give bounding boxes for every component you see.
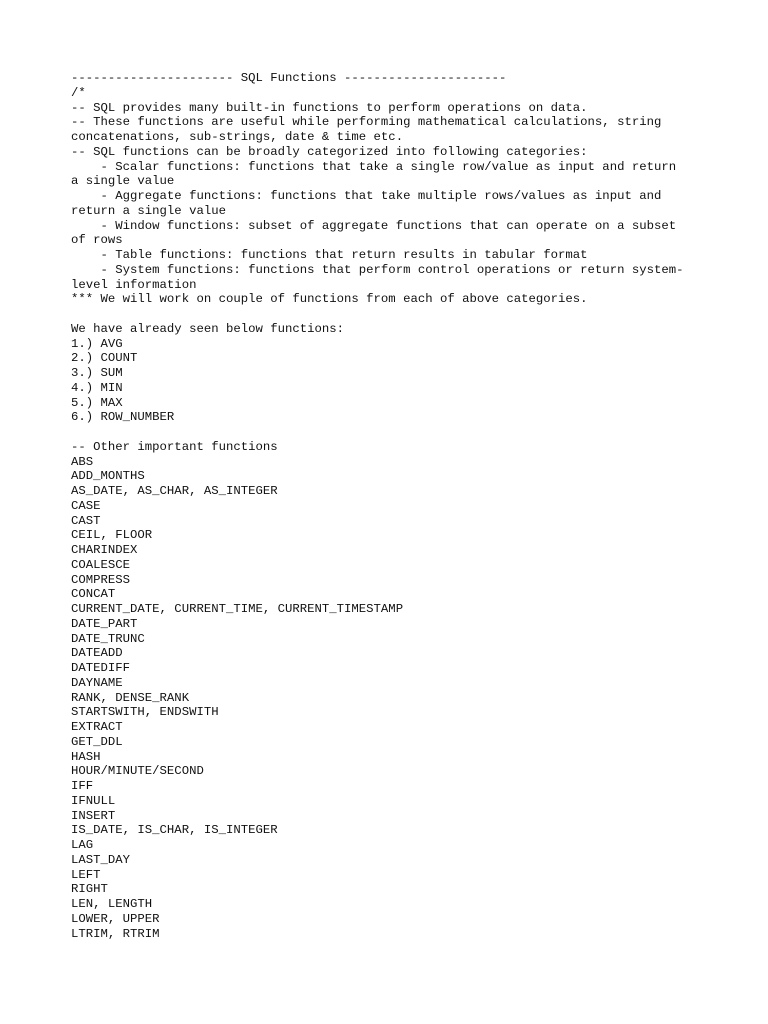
text-line: HOUR/MINUTE/SECOND xyxy=(71,764,204,779)
text-line: ADD_MONTHS xyxy=(71,469,145,484)
text-line: GET_DDL xyxy=(71,734,123,749)
text-line: - Table functions: functions that return results in tabular format xyxy=(71,248,588,262)
text-line: We have already seen below functions: xyxy=(71,321,345,336)
text-line: RANK, DENSE_RANK xyxy=(71,690,190,705)
text-line xyxy=(71,425,699,440)
text-line: 3.) SUM xyxy=(71,366,123,380)
sql-functions-text xyxy=(71,71,699,941)
text-line: CASE xyxy=(71,498,101,513)
text-line: -- SQL functions can be broadly categorized into following categories: xyxy=(71,144,588,159)
text-line: LAST_DAY xyxy=(71,852,131,867)
text-line: of rows xyxy=(71,233,123,248)
text-line: IFF xyxy=(71,779,94,793)
text-line: 4.) MIN xyxy=(71,380,123,395)
text-line: 6.) ROW_NUMBER xyxy=(71,410,175,425)
text-line: a single value xyxy=(71,174,175,189)
text-line xyxy=(71,307,699,322)
text-line: INSERT xyxy=(71,808,116,823)
text-line: - Aggregate functions: functions that take multiple rows/values as input and xyxy=(71,189,662,203)
text-line: -- SQL provides many built-in functions to perform operations on data. xyxy=(71,100,588,115)
text-line: IFNULL xyxy=(71,793,116,808)
text-line: - Scalar functions: functions that take a single row/value as input and return xyxy=(71,159,677,174)
text-line: DATE_TRUNC xyxy=(71,631,145,646)
text-line: 2.) COUNT xyxy=(71,351,138,366)
text-line: COMPRESS xyxy=(71,572,131,587)
text-line: *** We will work on couple of functions from each of above categories. xyxy=(71,292,588,307)
text-line: LOWER, UPPER xyxy=(71,911,160,926)
text-line: -- Other important functions xyxy=(71,439,278,454)
text-line: ---------------------- SQL Functions ---------------------- xyxy=(71,71,507,85)
text-line: RIGHT xyxy=(71,882,108,897)
text-line: CAST xyxy=(71,513,101,528)
text-line: CHARINDEX xyxy=(71,543,138,557)
text-line: COALESCE xyxy=(71,557,131,572)
text-line: DATEDIFF xyxy=(71,661,131,675)
text-line: CONCAT xyxy=(71,587,116,602)
text-line: 5.) MAX xyxy=(71,395,123,410)
text-line: ABS xyxy=(71,454,94,469)
text-line: AS_DATE, AS_CHAR, AS_INTEGER xyxy=(71,484,278,498)
text-line: concatenations, sub-strings, date & time etc. xyxy=(71,130,404,144)
text-line: STARTSWITH, ENDSWITH xyxy=(71,705,219,720)
text-line: /* xyxy=(71,85,86,100)
text-line: -- These functions are useful while performing mathematical calculations, string xyxy=(71,115,662,130)
text-line: DATEADD xyxy=(71,646,123,661)
text-line: 1.) AVG xyxy=(71,336,123,351)
text-line: return a single value xyxy=(71,203,226,218)
text-line: LEN, LENGTH xyxy=(71,897,153,911)
text-line: - System functions: functions that perform control operations or return system- xyxy=(71,262,684,277)
text-line: LAG xyxy=(71,838,94,852)
text-line: LEFT xyxy=(71,867,101,882)
text-line: CEIL, FLOOR xyxy=(71,528,153,543)
text-line: EXTRACT xyxy=(71,720,123,734)
text-line: level information xyxy=(71,277,197,292)
text-line: IS_DATE, IS_CHAR, IS_INTEGER xyxy=(71,823,278,838)
text-line: CURRENT_DATE, CURRENT_TIME, CURRENT_TIMESTAMP xyxy=(71,602,404,616)
text-line: DAYNAME xyxy=(71,675,123,690)
text-line: LTRIM, RTRIM xyxy=(71,926,160,941)
text-line: - Window functions: subset of aggregate functions that can operate on a subset xyxy=(71,218,677,233)
text-line: DATE_PART xyxy=(71,616,138,631)
text-line: HASH xyxy=(71,749,101,764)
